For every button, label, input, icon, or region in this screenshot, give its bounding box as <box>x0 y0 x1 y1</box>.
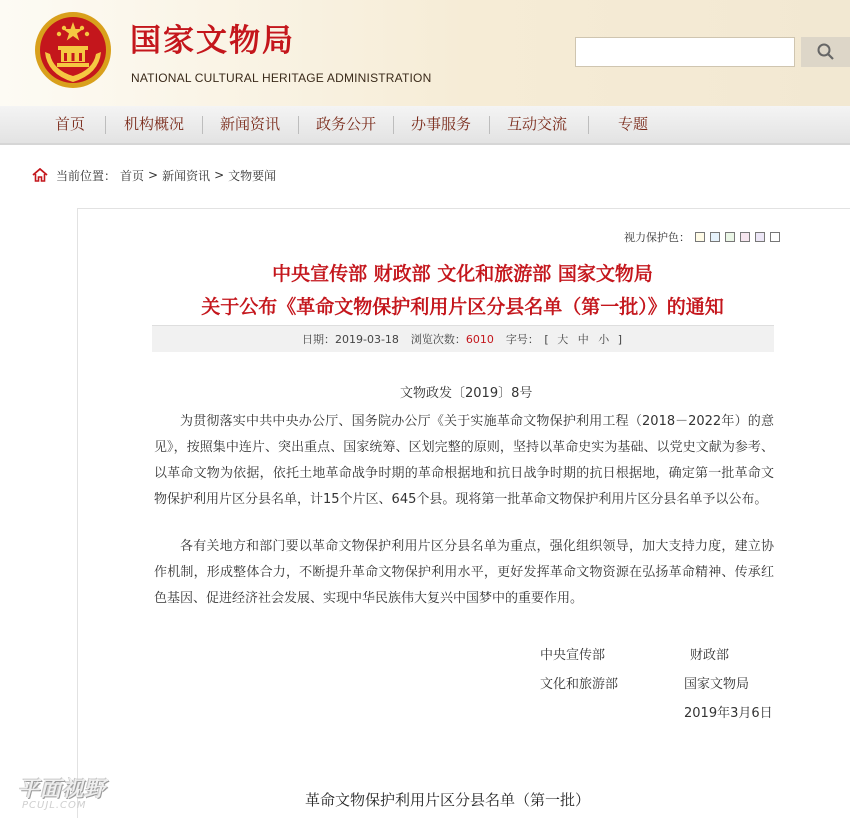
breadcrumb-separator: > <box>214 168 225 182</box>
nav-about[interactable]: 机构概况 <box>124 115 185 133</box>
signatory-cultural-heritage: 国家文物局 <box>684 677 750 692</box>
nav-topics[interactable]: 专题 <box>618 115 649 133</box>
nav-gov-affairs[interactable]: 政务公开 <box>316 115 377 133</box>
watermark-logo <box>18 773 106 811</box>
date-group <box>302 331 399 347</box>
site-header <box>0 0 850 106</box>
color-swatch-blue[interactable] <box>710 232 720 242</box>
watermark-text: 平面视野 <box>18 777 106 801</box>
search-button[interactable] <box>801 37 850 67</box>
nav-divider <box>588 116 589 134</box>
font-size-small[interactable]: 小 <box>598 333 610 346</box>
search-input[interactable] <box>575 37 795 67</box>
breadcrumb-current[interactable]: 文物要闻 <box>228 168 277 183</box>
breadcrumb-home[interactable]: 首页 <box>120 168 145 183</box>
nav-divider <box>298 116 299 134</box>
views-label: 浏览次数： <box>410 333 466 346</box>
signatory-finance-ministry: 财政部 <box>690 648 730 663</box>
nav-news[interactable]: 新闻资讯 <box>220 115 281 133</box>
breadcrumb-news[interactable]: 新闻资讯 <box>162 168 211 183</box>
date-value: 2019-03-18 <box>334 333 399 346</box>
nav-divider <box>202 116 203 134</box>
sign-date: 2019年3月6日 <box>684 706 773 721</box>
color-swatch-yellow[interactable] <box>695 232 705 242</box>
site-subtitle: NATIONAL CULTURAL HERITAGE ADMINISTRATION <box>131 71 432 85</box>
color-swatch-pink[interactable] <box>740 232 750 242</box>
article-paragraph-1: 为贯彻落实中共中央办公厅、国务院办公厅《关于实施革命文物保护利用工程（2018－2022年）的意见》，按照集中连片、突出重点、国家统筹、区划完整的原则，坚持以革命史实为基础、以党史文献为参考、以革命文物为依据，依托土地革命战争时期的革命根据地和抗日战争时期的抗日根据地，确定第一批革命文物保护利用片区分县名单，计15个片区、645个县。现将第一批革命文物保护利用片区分县名单予以公布。 <box>154 414 774 507</box>
eye-protection-label: 视力保护色： <box>624 231 690 244</box>
nav-divider <box>105 116 106 134</box>
nav-interaction[interactable]: 互动交流 <box>507 115 568 133</box>
breadcrumb-separator: > <box>148 168 159 182</box>
eye-protection-colors <box>624 229 780 245</box>
views-group <box>411 331 494 347</box>
main-nav <box>0 106 850 145</box>
national-emblem-icon <box>33 10 113 90</box>
font-bracket-close: ] <box>617 333 623 346</box>
document-number: 文物政发〔2019〕8号 <box>400 386 533 401</box>
color-swatch-purple[interactable] <box>755 232 765 242</box>
list-title: 革命文物保护利用片区分县名单（第一批） <box>305 791 591 809</box>
watermark-url: PCUJL.COM <box>22 800 87 811</box>
signatory-publicity-dept: 中央宣传部 <box>540 648 606 663</box>
home-icon[interactable] <box>32 168 48 182</box>
breadcrumb-label: 当前位置： <box>56 168 117 183</box>
font-size-medium[interactable]: 中 <box>577 333 589 346</box>
font-size-group <box>506 331 624 347</box>
breadcrumb <box>32 165 280 185</box>
color-swatch-green[interactable] <box>725 232 735 242</box>
article-meta <box>152 325 774 352</box>
date-label: 日期： <box>301 333 335 346</box>
signatory-culture-tourism: 文化和旅游部 <box>540 677 619 692</box>
nav-services[interactable]: 办事服务 <box>411 115 472 133</box>
font-size-label: 字号： <box>505 333 539 346</box>
search-icon <box>816 42 836 62</box>
font-bracket-open: [ <box>544 333 549 346</box>
font-size-large[interactable]: 大 <box>557 333 569 346</box>
nav-divider <box>393 116 394 134</box>
article-paragraph-2: 各有关地方和部门要以革命文物保护利用片区分县名单为重点，强化组织领导，加大支持力度，建立协作机制，形成整体合力，不断提升革命文物保护利用水平，更好发挥革命文物资源在弘扬革命精神、传承红色基因、促进经济社会发展、实现中华民族伟大复兴中国梦中的重要作用。 <box>154 539 774 606</box>
color-swatch-white[interactable] <box>770 232 780 242</box>
nav-divider <box>489 116 490 134</box>
nav-home[interactable]: 首页 <box>55 115 86 133</box>
site-title[interactable]: 国家文物局 <box>130 23 295 59</box>
article-title-line2: 关于公布《革命文物保护利用片区分县名单（第一批）》的通知 <box>201 296 724 318</box>
views-count: 6010 <box>465 333 494 346</box>
article-title-line1: 中央宣传部 财政部 文化和旅游部 国家文物局 <box>272 263 653 285</box>
